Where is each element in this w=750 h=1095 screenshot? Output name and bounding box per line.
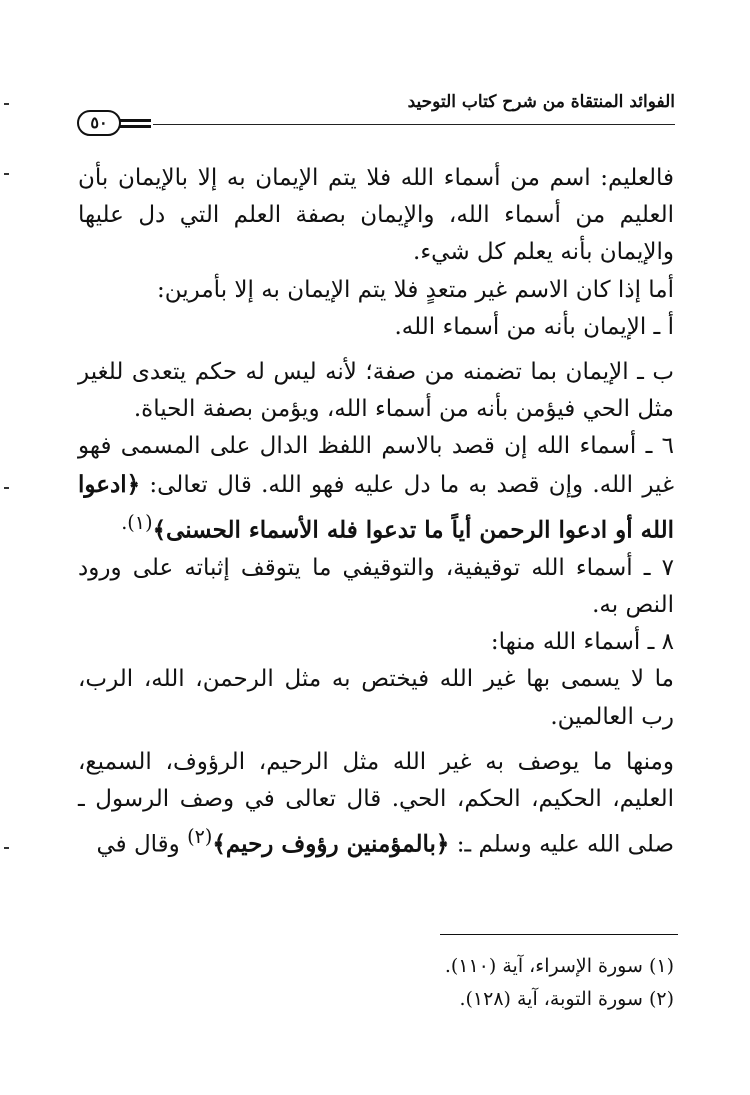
paragraph: ٨ ـ أسماء الله منها: bbox=[490, 629, 674, 656]
paragraph bbox=[78, 744, 674, 864]
paragraph-text: وقال في bbox=[96, 831, 180, 858]
quran-quote: ﴿ادعوا الله أو ادعوا الرحمن أياً ما تدعوا فله الأسماء الحسنى﴾ bbox=[78, 470, 674, 544]
footnote-ref: (٢) bbox=[187, 825, 213, 849]
scan-edge-mark bbox=[4, 487, 9, 489]
footnote: (١) سورة الإسراء، آية (١١٠). bbox=[444, 955, 674, 977]
paragraph: ب ـ الإيمان بما تضمنه من صفة؛ لأنه ليس له حكم يتعدى للغير مثل الحي فيؤمن بأنه من أسماء الله، ويؤمن بصفة الحياة. bbox=[78, 359, 674, 423]
running-header bbox=[75, 92, 675, 138]
ornament-line bbox=[119, 125, 151, 128]
scan-edge-mark bbox=[4, 173, 9, 175]
paragraph: ما لا يسمى بها غير الله فيختص به مثل الرحمن، الله، الرب، رب العالمين. bbox=[78, 666, 674, 730]
paragraph-text: ٦ ـ أسماء الله إن قصد بالاسم اللفظ الدال على المسمى فهو غير الله. وإن قصد به ما دل عليه فهو الله. قال تعالى: bbox=[78, 433, 674, 498]
paragraph: فالعليم: اسم من أسماء الله فلا يتم الإيمان به إلا بالإيمان بأن العليم من أسماء الله، والإيمان بصفة العلم التي دل عليها والإيمان بأنه يعلم كل شيء. bbox=[78, 165, 674, 266]
paragraph: أما إذا كان الاسم غير متعدٍ فلا يتم الإيمان به إلا بأمرين: bbox=[157, 276, 674, 303]
paragraph: أ ـ الإيمان بأنه من أسماء الله. bbox=[394, 313, 674, 340]
footnote-separator bbox=[440, 934, 678, 935]
footnote-ref: (١). bbox=[121, 510, 153, 534]
page-number: ٥٠ bbox=[77, 110, 121, 136]
quran-quote: ﴿بالمؤمنين رؤوف رحيم﴾ bbox=[212, 830, 450, 858]
paragraph bbox=[78, 428, 674, 549]
scan-edge-mark bbox=[4, 847, 9, 849]
footnote: (٢) سورة التوبة، آية (١٢٨). bbox=[459, 988, 674, 1010]
scan-edge-mark bbox=[4, 103, 9, 105]
ornament-line bbox=[119, 119, 151, 122]
paragraph: ٧ ـ أسماء الله توقيفية، والتوقيفي ما يتوقف إثباته على ورود النص به. bbox=[78, 554, 674, 618]
book-title: الفوائد المنتقاة من شرح كتاب التوحيد bbox=[407, 92, 675, 112]
main-text bbox=[78, 160, 674, 864]
page-number-ornament bbox=[75, 110, 151, 136]
header-rule bbox=[153, 124, 675, 125]
footnotes bbox=[78, 950, 674, 1016]
paragraph-text: ومنها ما يوصف به غير الله مثل الرحيم، الرؤوف، السميع، العليم، الحكيم، الحكم، الحي. قال تعالى في وصف الرسول ـ صلى الله عليه وسلم ـ: bbox=[78, 748, 674, 858]
